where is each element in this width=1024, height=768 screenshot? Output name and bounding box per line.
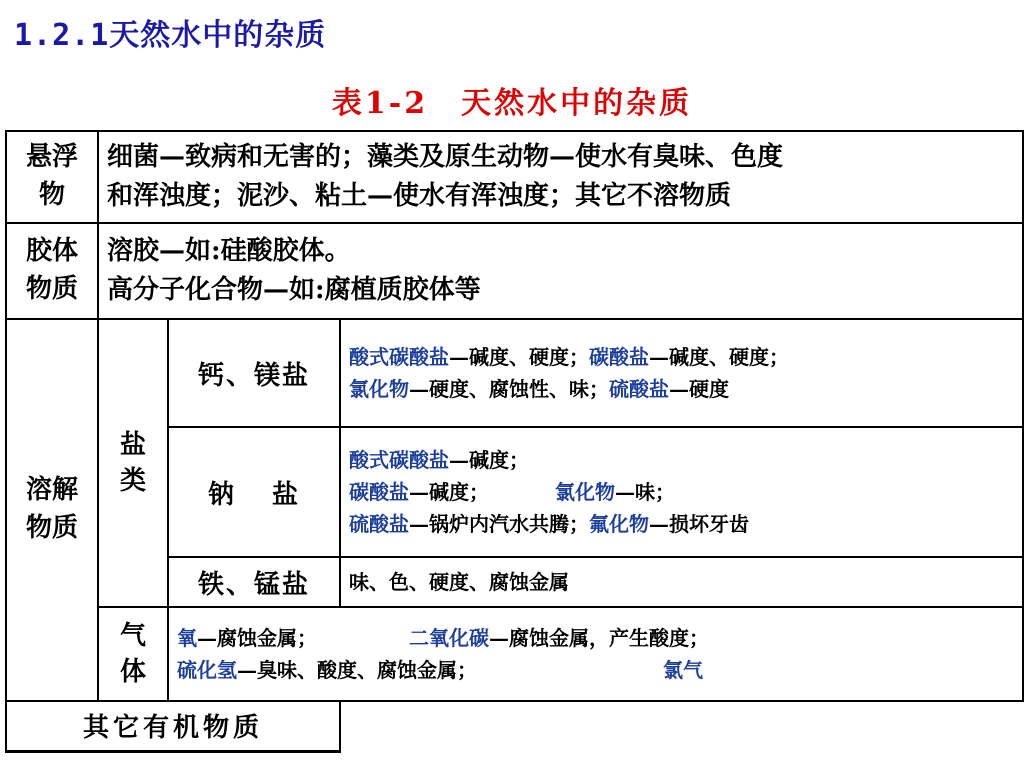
term: 酸式碳酸盐 [349, 345, 449, 369]
category-label: 物质 [25, 513, 78, 543]
category-label: 物质 [25, 274, 78, 304]
category-suspended [6, 131, 98, 223]
ca-mg-effects: 酸式碳酸盐—碱度、硬度；碳酸盐—碱度、硬度； 氯化物—硬度、腐蚀性、味；硫酸盐—硬度 [340, 319, 1023, 427]
term: 碳酸盐 [349, 480, 409, 504]
section-title: 1.2.1天然水中的杂质 [14, 18, 327, 53]
category-label: 悬浮 [25, 142, 78, 173]
term: 碳酸盐 [589, 345, 649, 369]
suspended-description: 细菌—致病和无害的；藻类及原生动物—使水有臭味、色度 和浑浊度；泥沙、粘土—使水有浑浊度；其它不溶物质 [98, 131, 1023, 223]
category-dissolved [6, 319, 98, 701]
subcategory-gases: 气 体 [98, 607, 168, 701]
term: 氯化物 [349, 377, 409, 401]
term: 硫酸盐 [609, 377, 669, 401]
salt-name-ca-mg: 钙、镁盐 [168, 319, 340, 427]
term: 氯气 [663, 658, 703, 682]
term: 氟化物 [589, 512, 649, 536]
impurities-table [5, 130, 1024, 753]
table-title: 表1-2 天然水中的杂质 [331, 86, 693, 121]
table-row-organic [6, 701, 1023, 751]
fe-mn-effects: 味、色、硬度、腐蚀金属 [340, 557, 1023, 607]
category-colloid [6, 223, 98, 319]
gases-effects: 氧—腐蚀金属； 二氧化碳—腐蚀金属，产生酸度； 硫化氢—臭味、酸度、腐蚀金属； 氯气 [168, 607, 1023, 701]
term: 硫化氢 [177, 658, 237, 682]
term: 二氧化碳 [409, 626, 489, 650]
term: 氯化物 [555, 480, 615, 504]
category-label: 胶体 [25, 236, 78, 267]
term: 酸式碳酸盐 [349, 448, 449, 472]
category-label: 溶解 [25, 475, 78, 506]
subcategory-salts: 盐 类 [98, 319, 168, 607]
category-label: 物 [38, 180, 65, 210]
colloid-description: 溶胶—如:硅酸胶体。 高分子化合物—如:腐植质胶体等 [98, 223, 1023, 319]
table-row-suspended [6, 131, 1023, 223]
term: 氧 [177, 626, 197, 650]
term: 硫酸盐 [349, 512, 409, 536]
table-row-gases [6, 607, 1023, 701]
table-row-colloid [6, 223, 1023, 319]
organic-matter: 其它有机物质 [6, 701, 340, 751]
na-effects: 酸式碳酸盐—碱度； 碳酸盐—碱度； 氯化物—味； 硫酸盐—锅炉内汽水共腾；氟化物—损坏牙齿 [340, 427, 1023, 557]
table-row-ca-mg [6, 319, 1023, 427]
salt-name-fe-mn: 铁、锰盐 [168, 557, 340, 607]
salt-name-na: 钠 盐 [168, 427, 340, 557]
